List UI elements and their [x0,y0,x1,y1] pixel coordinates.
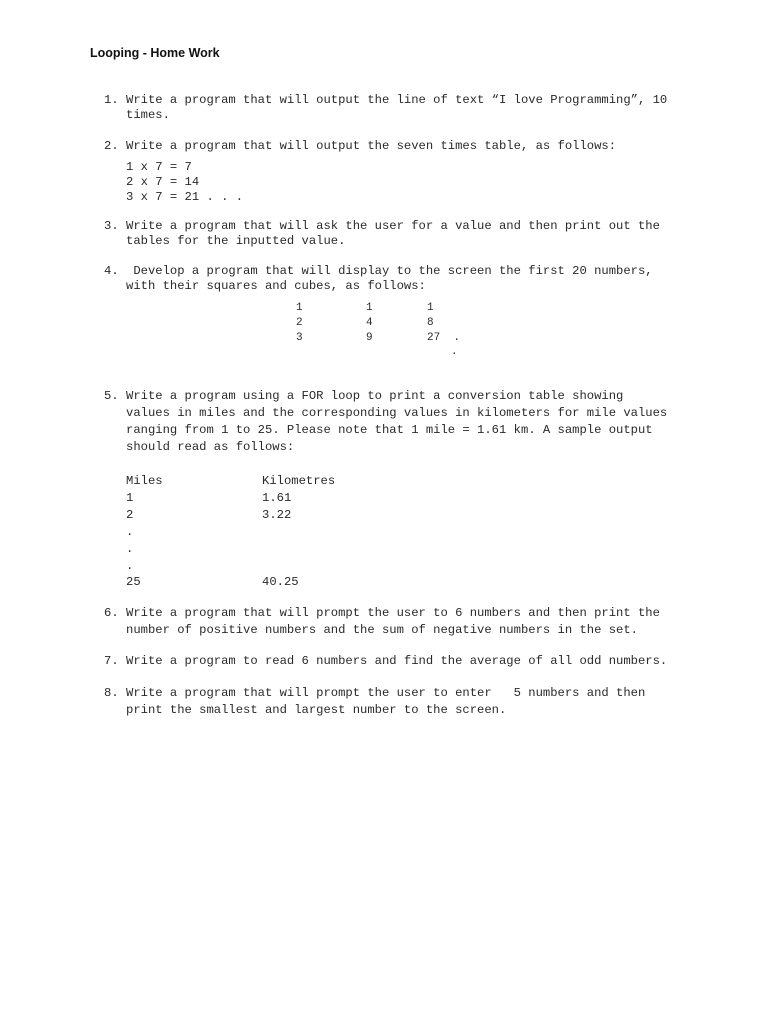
question-4 [104,264,653,320]
question-number: 2. [104,139,119,153]
table-cell: 1 [296,302,303,314]
example-line: 3 x 7 = 21 . . . [126,190,244,204]
table-cell: 1 [427,302,434,314]
table-cell: 3.22 [262,508,292,522]
question-5 [104,389,668,473]
question-number: 5. [104,389,119,403]
table-cell: 3 [296,332,303,344]
table-cell: 25 [126,575,141,589]
question-number: 6. [104,606,119,620]
question-text: Write a program that will ask the user for a value and then print out the [126,219,660,233]
question-text: Write a program that will prompt the user to enter 5 numbers and then [126,686,646,700]
column-header: Kilometres [262,474,336,488]
example-line: 1 x 7 = 7 [126,160,192,174]
continuation-dot: . [126,525,134,539]
question-text: print the smallest and largest number to the screen. [126,703,507,717]
question-text: Develop a program that will display to the screen the first 20 numbers, [126,264,653,278]
continuation-dot: . [126,542,134,556]
continuation-dot: . [451,346,458,358]
question-text: Write a program that will output the line of text “I love Programming”, 10 [126,93,668,107]
question-text: should read as follows: [126,440,295,454]
question-text: ranging from 1 to 25. Please note that 1 mile = 1.61 km. A sample output [126,423,653,437]
question-number: 7. [104,654,119,668]
question-text: Write a program using a FOR loop to print a conversion table showing [126,389,624,403]
document-title: Looping - Home Work [90,46,220,60]
table-cell: 27 . [427,332,461,344]
question-number: 3. [104,219,119,233]
question-text: tables for the inputted value. [126,234,346,248]
question-text: number of positive numbers and the sum of negative numbers in the set. [126,623,638,637]
table-cell: 40.25 [262,575,299,589]
example-line: 2 x 7 = 14 [126,175,200,189]
table-cell: 4 [366,317,373,329]
table-cell: 2 [296,317,303,329]
question-number: 1. [104,93,119,107]
question-number: 8. [104,686,119,700]
question-text: values in miles and the corresponding values in kilometers for mile values [126,406,668,420]
question-text: Write a program to read 6 numbers and find the average of all odd numbers. [126,654,668,668]
question-text: with their squares and cubes, as follows: [126,279,426,293]
question-number: 4. [104,264,119,278]
table-cell: 9 [366,332,373,344]
column-header: Miles [126,474,163,488]
table-cell: 1 [366,302,373,314]
question-8 [104,686,646,742]
question-2 [104,139,617,223]
table-cell: 2 [126,508,134,522]
table-cell: 1.61 [262,491,292,505]
question-text: Write a program that will output the seven times table, as follows: [126,139,617,153]
table-cell: 8 [427,317,434,329]
table-cell: 1 [126,491,134,505]
question-text: times. [126,108,170,122]
continuation-dot: . [126,559,134,573]
question-text: Write a program that will prompt the user to 6 numbers and then print the [126,606,660,620]
